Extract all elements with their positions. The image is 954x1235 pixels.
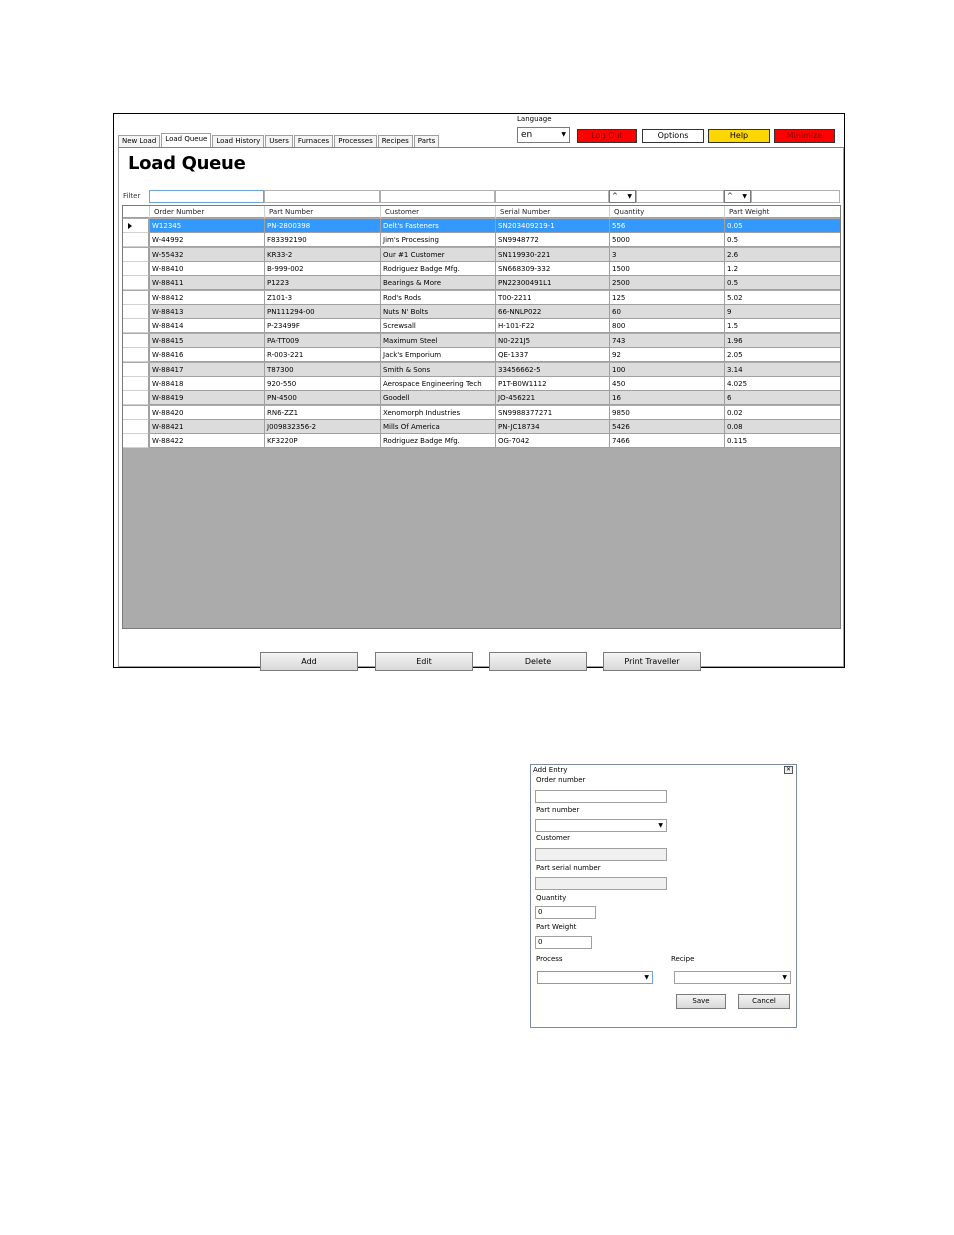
page-title: Load Queue <box>128 153 246 174</box>
part-weight-cell[interactable]: 9 <box>724 305 840 319</box>
order-number-cell[interactable]: W-88415 <box>149 334 264 348</box>
row-header[interactable] <box>123 406 149 420</box>
part-number-cell[interactable]: 920-550 <box>264 377 380 391</box>
row-header[interactable] <box>123 276 149 290</box>
filter-quantity-input[interactable] <box>636 190 724 203</box>
table-row[interactable] <box>123 363 840 377</box>
serial-number-cell[interactable]: SN9988377271 <box>495 406 609 420</box>
serial-number-cell[interactable]: 33456662-5 <box>495 363 609 377</box>
table-row[interactable] <box>123 406 840 420</box>
quantity-cell[interactable]: 556 <box>609 219 724 233</box>
chevron-down-icon: ▼ <box>658 822 663 829</box>
table-row[interactable] <box>123 233 840 247</box>
order-number-cell[interactable]: W-88419 <box>149 391 264 405</box>
column-header-quantity[interactable]: Quantity <box>609 206 724 218</box>
part-weight-cell[interactable]: 1.96 <box>724 334 840 348</box>
quantity-cell[interactable]: 800 <box>609 319 724 333</box>
order-number-cell[interactable]: W12345 <box>149 219 264 233</box>
table-row[interactable] <box>123 305 840 319</box>
row-header[interactable] <box>123 377 149 391</box>
tab-load-history[interactable]: Load History <box>212 135 264 147</box>
order-number-cell[interactable]: W-88414 <box>149 319 264 333</box>
tab-processes[interactable]: Processes <box>334 135 377 147</box>
order-number-cell[interactable]: W-88411 <box>149 276 264 290</box>
order-number-cell[interactable]: W-88416 <box>149 348 264 362</box>
order-number-label: Order number <box>536 776 586 784</box>
customer-cell[interactable]: Mills Of America <box>380 420 495 434</box>
tab-users[interactable]: Users <box>265 135 293 147</box>
logout-button[interactable]: Log Out <box>577 129 637 143</box>
order-number-cell[interactable]: W-88410 <box>149 262 264 276</box>
add-entry-dialog <box>530 764 797 1028</box>
process-select[interactable] <box>537 971 653 984</box>
part-number-cell[interactable]: P-23499F <box>264 319 380 333</box>
row-header[interactable] <box>123 348 149 362</box>
serial-number-cell[interactable]: QE-1337 <box>495 348 609 362</box>
recipe-select[interactable] <box>674 971 791 984</box>
part-weight-cell[interactable]: 1.5 <box>724 319 840 333</box>
order-number-cell[interactable]: W-88421 <box>149 420 264 434</box>
quantity-field[interactable]: 0 <box>535 906 596 919</box>
part-number-cell[interactable]: R-003-221 <box>264 348 380 362</box>
filter-quantity-operator[interactable] <box>609 190 636 203</box>
quantity-cell[interactable]: 60 <box>609 305 724 319</box>
cancel-button[interactable]: Cancel <box>738 994 790 1009</box>
part-weight-cell[interactable]: 0.115 <box>724 434 840 448</box>
row-header[interactable] <box>123 363 149 377</box>
quantity-cell[interactable]: 1500 <box>609 262 724 276</box>
tab-parts[interactable]: Parts <box>414 135 439 147</box>
table-row[interactable] <box>123 262 840 276</box>
close-icon[interactable]: ✕ <box>785 766 792 773</box>
customer-cell[interactable]: Our #1 Customer <box>380 248 495 262</box>
filter-label: Filter <box>123 192 141 200</box>
customer-cell[interactable]: Rodriguez Badge Mfg. <box>380 434 495 448</box>
serial-number-cell[interactable]: P1T-B0W1112 <box>495 377 609 391</box>
serial-number-cell[interactable]: SN119930-221 <box>495 248 609 262</box>
part-weight-cell[interactable]: 1.2 <box>724 262 840 276</box>
options-button[interactable]: Options <box>642 129 704 143</box>
row-header[interactable] <box>123 248 149 262</box>
table-row[interactable] <box>123 377 840 391</box>
serial-number-cell[interactable]: PN22300491L1 <box>495 276 609 290</box>
column-header-serial-number[interactable]: Serial Number <box>495 206 609 218</box>
help-button[interactable]: Help <box>708 129 770 143</box>
minimize-button[interactable]: Minimize <box>774 129 835 143</box>
serial-number-cell[interactable]: JO-456221 <box>495 391 609 405</box>
part-number-cell[interactable]: RN6-ZZ1 <box>264 406 380 420</box>
grid-header <box>123 206 840 218</box>
part-number-cell[interactable]: PA-TT009 <box>264 334 380 348</box>
row-header[interactable] <box>123 219 149 233</box>
quantity-cell[interactable]: 125 <box>609 291 724 305</box>
part-weight-cell[interactable]: 4.025 <box>724 377 840 391</box>
filter-part-weight-input[interactable] <box>751 190 840 203</box>
table-row[interactable] <box>123 219 840 233</box>
row-header[interactable] <box>123 420 149 434</box>
quantity-cell[interactable]: 450 <box>609 377 724 391</box>
quantity-cell[interactable]: 2500 <box>609 276 724 290</box>
filter-order-number-input[interactable] <box>149 190 264 203</box>
load-queue-grid <box>122 205 841 629</box>
table-row[interactable] <box>123 276 840 290</box>
customer-cell[interactable]: Maximum Steel <box>380 334 495 348</box>
quantity-cell[interactable]: 92 <box>609 348 724 362</box>
row-header[interactable] <box>123 262 149 276</box>
quantity-cell[interactable]: 7466 <box>609 434 724 448</box>
order-number-cell[interactable]: W-88418 <box>149 377 264 391</box>
customer-cell[interactable]: Rod's Rods <box>380 291 495 305</box>
quantity-cell[interactable]: 743 <box>609 334 724 348</box>
serial-number-cell[interactable]: T00-2211 <box>495 291 609 305</box>
quantity-cell[interactable]: 16 <box>609 391 724 405</box>
dialog-titlebar <box>531 765 796 775</box>
part-weight-label: Part Weight <box>536 923 577 931</box>
load-queue-panel <box>118 147 844 667</box>
customer-label: Customer <box>536 834 571 842</box>
row-header[interactable] <box>123 233 149 247</box>
part-weight-cell[interactable]: 0.05 <box>724 219 840 233</box>
filter-customer-input[interactable] <box>380 190 495 203</box>
row-header[interactable] <box>123 291 149 305</box>
quantity-cell[interactable]: 5426 <box>609 420 724 434</box>
quantity-cell[interactable]: 3 <box>609 248 724 262</box>
customer-cell[interactable]: Bearings & More <box>380 276 495 290</box>
part-weight-cell[interactable]: 5.02 <box>724 291 840 305</box>
tab-furnaces[interactable]: Furnaces <box>294 135 333 147</box>
serial-number-cell[interactable]: PN-JC18734 <box>495 420 609 434</box>
customer-cell[interactable]: Delt's Fasteners <box>380 219 495 233</box>
table-row[interactable] <box>123 319 840 333</box>
column-header-part-weight[interactable]: Part Weight <box>724 206 840 218</box>
part-weight-cell[interactable]: 0.08 <box>724 420 840 434</box>
table-row[interactable] <box>123 420 840 434</box>
order-number-cell[interactable]: W-88422 <box>149 434 264 448</box>
part-weight-cell[interactable]: 0.5 <box>724 233 840 247</box>
table-row[interactable] <box>123 248 840 262</box>
customer-field <box>535 848 667 861</box>
filter-part-weight-operator-value: ^ <box>727 192 733 200</box>
part-number-cell[interactable]: B-999-002 <box>264 262 380 276</box>
table-row[interactable] <box>123 334 840 348</box>
part-number-cell[interactable]: KR33-2 <box>264 248 380 262</box>
quantity-cell[interactable]: 5000 <box>609 233 724 247</box>
customer-cell[interactable]: Aerospace Engineering Tech <box>380 377 495 391</box>
add-button[interactable]: Add <box>260 652 358 671</box>
order-number-cell[interactable]: W-88413 <box>149 305 264 319</box>
row-header[interactable] <box>123 391 149 405</box>
order-number-cell[interactable]: W-88420 <box>149 406 264 420</box>
part-number-cell[interactable]: PN-4500 <box>264 391 380 405</box>
column-header-order-number[interactable]: Order Number <box>149 206 264 218</box>
customer-cell[interactable]: Xenomorph Industries <box>380 406 495 420</box>
serial-number-cell[interactable]: H-101-F22 <box>495 319 609 333</box>
column-header-part-number[interactable]: Part Number <box>264 206 380 218</box>
part-number-cell[interactable]: J009832356-2 <box>264 420 380 434</box>
part-number-cell[interactable]: PN-2800398 <box>264 219 380 233</box>
chevron-down-icon: ▼ <box>742 193 747 200</box>
tab-load-queue[interactable]: Load Queue <box>161 133 211 147</box>
order-number-field[interactable] <box>535 790 667 803</box>
part-serial-number-field <box>535 877 667 890</box>
chevron-down-icon: ▼ <box>627 193 632 200</box>
serial-number-cell[interactable]: 66-NNLP022 <box>495 305 609 319</box>
part-number-cell[interactable]: T87300 <box>264 363 380 377</box>
part-number-cell[interactable]: KF3220P <box>264 434 380 448</box>
quantity-cell[interactable]: 100 <box>609 363 724 377</box>
tab-new-load[interactable]: New Load <box>118 135 160 147</box>
customer-cell[interactable]: Jack's Emporium <box>380 348 495 362</box>
part-number-cell[interactable]: P1223 <box>264 276 380 290</box>
part-number-cell[interactable]: F83392190 <box>264 233 380 247</box>
column-header-customer[interactable]: Customer <box>380 206 495 218</box>
row-header[interactable] <box>123 334 149 348</box>
part-number-label: Part number <box>536 806 580 814</box>
filter-quantity-operator-value: ^ <box>612 192 618 200</box>
part-weight-cell[interactable]: 3.14 <box>724 363 840 377</box>
table-row[interactable] <box>123 348 840 362</box>
edit-button[interactable]: Edit <box>375 652 473 671</box>
serial-number-cell[interactable]: N0-221J5 <box>495 334 609 348</box>
part-weight-cell[interactable]: 0.02 <box>724 406 840 420</box>
chevron-down-icon: ▼ <box>782 974 787 981</box>
main-window <box>113 113 845 668</box>
order-number-cell[interactable]: W-88417 <box>149 363 264 377</box>
serial-number-cell[interactable]: SN9948772 <box>495 233 609 247</box>
part-serial-number-label: Part serial number <box>536 864 601 872</box>
row-header[interactable] <box>123 305 149 319</box>
customer-cell[interactable]: Screwsall <box>380 319 495 333</box>
table-row[interactable] <box>123 391 840 405</box>
part-weight-cell[interactable]: 2.6 <box>724 248 840 262</box>
order-number-cell[interactable]: W-55432 <box>149 248 264 262</box>
language-select[interactable] <box>517 127 570 143</box>
part-number-cell[interactable]: PN111294-00 <box>264 305 380 319</box>
tab-strip <box>118 134 440 147</box>
table-row[interactable] <box>123 434 840 448</box>
row-header[interactable] <box>123 434 149 448</box>
process-label: Process <box>536 955 563 963</box>
filter-serial-number-input[interactable] <box>495 190 609 203</box>
quantity-cell[interactable]: 9850 <box>609 406 724 420</box>
customer-cell[interactable]: Jim's Processing <box>380 233 495 247</box>
part-weight-cell[interactable]: 2.05 <box>724 348 840 362</box>
print-traveller-button[interactable]: Print Traveller <box>603 652 701 671</box>
serial-number-cell[interactable]: OG-7042 <box>495 434 609 448</box>
serial-number-cell[interactable]: SN668309-332 <box>495 262 609 276</box>
customer-cell[interactable]: Goodell <box>380 391 495 405</box>
current-row-arrow-icon <box>128 223 132 229</box>
row-header[interactable] <box>123 319 149 333</box>
chevron-down-icon: ▼ <box>561 131 566 138</box>
quantity-label: Quantity <box>536 894 567 902</box>
serial-number-cell[interactable]: SN203409219-1 <box>495 219 609 233</box>
customer-cell[interactable]: Rodriguez Badge Mfg. <box>380 262 495 276</box>
part-number-select[interactable] <box>535 819 667 832</box>
customer-cell[interactable]: Smith & Sons <box>380 363 495 377</box>
filter-part-number-input[interactable] <box>264 190 380 203</box>
save-button[interactable]: Save <box>676 994 726 1009</box>
language-label: Language <box>517 115 552 123</box>
dialog-title: Add Entry <box>533 766 568 774</box>
order-number-cell[interactable]: W-88412 <box>149 291 264 305</box>
part-weight-field[interactable]: 0 <box>535 936 592 949</box>
part-weight-cell[interactable]: 6 <box>724 391 840 405</box>
tab-recipes[interactable]: Recipes <box>378 135 413 147</box>
part-number-cell[interactable]: Z101-3 <box>264 291 380 305</box>
filter-part-weight-operator[interactable] <box>724 190 751 203</box>
order-number-cell[interactable]: W-44992 <box>149 233 264 247</box>
delete-button[interactable]: Delete <box>489 652 587 671</box>
customer-cell[interactable]: Nuts N' Bolts <box>380 305 495 319</box>
chevron-down-icon: ▼ <box>644 974 649 981</box>
language-value: en <box>521 130 533 140</box>
recipe-label: Recipe <box>671 955 695 963</box>
table-row[interactable] <box>123 291 840 305</box>
part-weight-cell[interactable]: 0.5 <box>724 276 840 290</box>
